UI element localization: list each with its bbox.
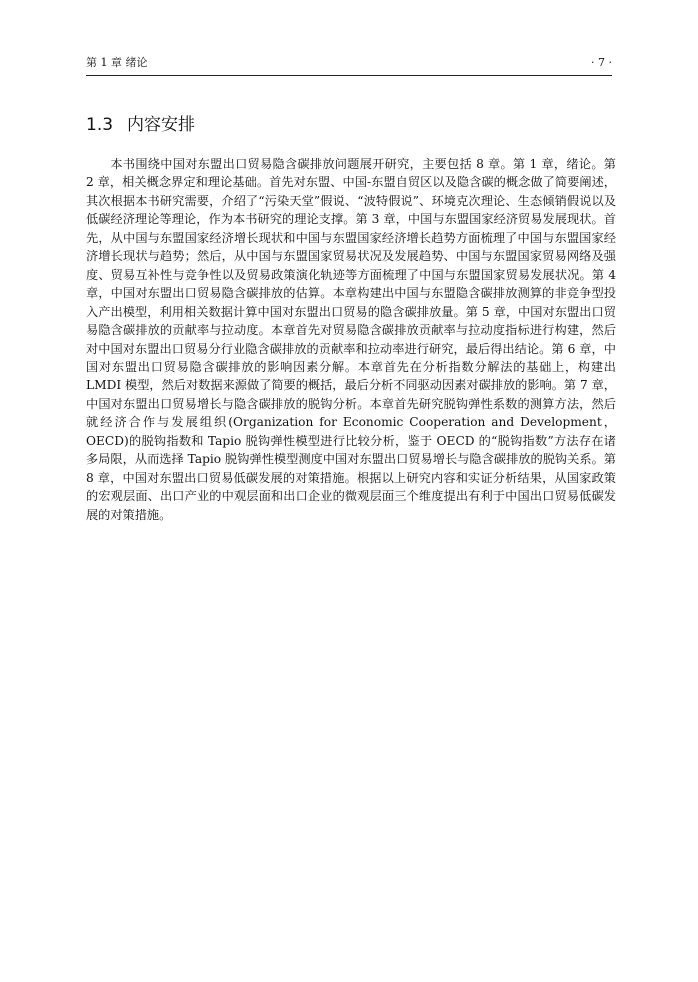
section-number: 1.3 [86,115,114,135]
page-number: · 7 · [591,56,612,69]
chapter-label: 第 1 章 绪论 [86,56,148,69]
header-rule [86,75,612,76]
section-heading [86,114,195,136]
body-paragraph: 本书围绕中国对东盟出口贸易隐含碳排放问题展开研究，主要包括 8 章。第 1 章，绪论。第 2 章，相关概念界定和理论基础。首先对东盟、中国-东盟自贸区以及隐含碳的概念做了简要阐述，其次根据本书研究需要，介绍了“污染天堂”假说、“波特假说”、环境克次理论、生态倾销假说以及低碳经济理论等理论，作为本书研究的理论支撑。第 3 章，中国与东盟国家经济贸易发展现状。首先，从中国与东盟国家经济增长现状和中国与东盟国家经济增长趋势方面梳理了中国与东盟国家经济增长现状与趋势；然后，从中国与东盟国家贸易状况及发展趋势、中国与东盟国家贸易网络及强度、贸易互补性与竞争性以及贸易政策演化轨迹等方面梳理了中国与东盟国家贸易发展状况。第 4 章，中国对东盟出口贸易隐含碳排放的估算。本章构建出中国与东盟隐含碳排放测算的非竞争型投入产出模型，利用相关数据计算中国对东盟出口贸易的隐含碳排放量。第 5 章，中国对东盟出口贸易隐含碳排放的贡献率与拉动度。本章首先对贸易隐含碳排放贡献率与拉动度指标进行构建，然后对中国对东盟出口贸易分行业隐含碳排放的贡献率和拉动率进行研究，最后得出结论。第 6 章，中国对东盟出口贸易隐含碳排放的影响因素分解。本章首先在分析指数分解法的基础上，构建出 LMDI 模型，然后对数据来源做了简要的概括，最后分析不同驱动因素对碳排放的影响。第 7 章，中国对东盟出口贸易增长与隐含碳排放的脱钩分析。本章首先研究脱钩弹性系数的测算方法，然后就经济合作与发展组织(Organization for Economic Cooperation and Development， OECD)的脱钩指数和 Tapio 脱钩弹性模型进行比较分析，鉴于 OECD 的“脱钩指数”方法存在诸多局限，从而选择 Tapio 脱钩弹性模型测度中国对东盟出口贸易增长与隐含碳排放的脱钩关系。第 8 章，中国对东盟出口贸易低碳发展的对策措施。根据以上研究内容和实证分析结果，从国家政策的宏观层面、出口产业的中观层面和出口企业的微观层面三个维度提出有利于中国出口贸易低碳发展的对策措施。 [86,157,616,522]
running-header [86,52,612,74]
section-title: 内容安排 [127,115,196,135]
